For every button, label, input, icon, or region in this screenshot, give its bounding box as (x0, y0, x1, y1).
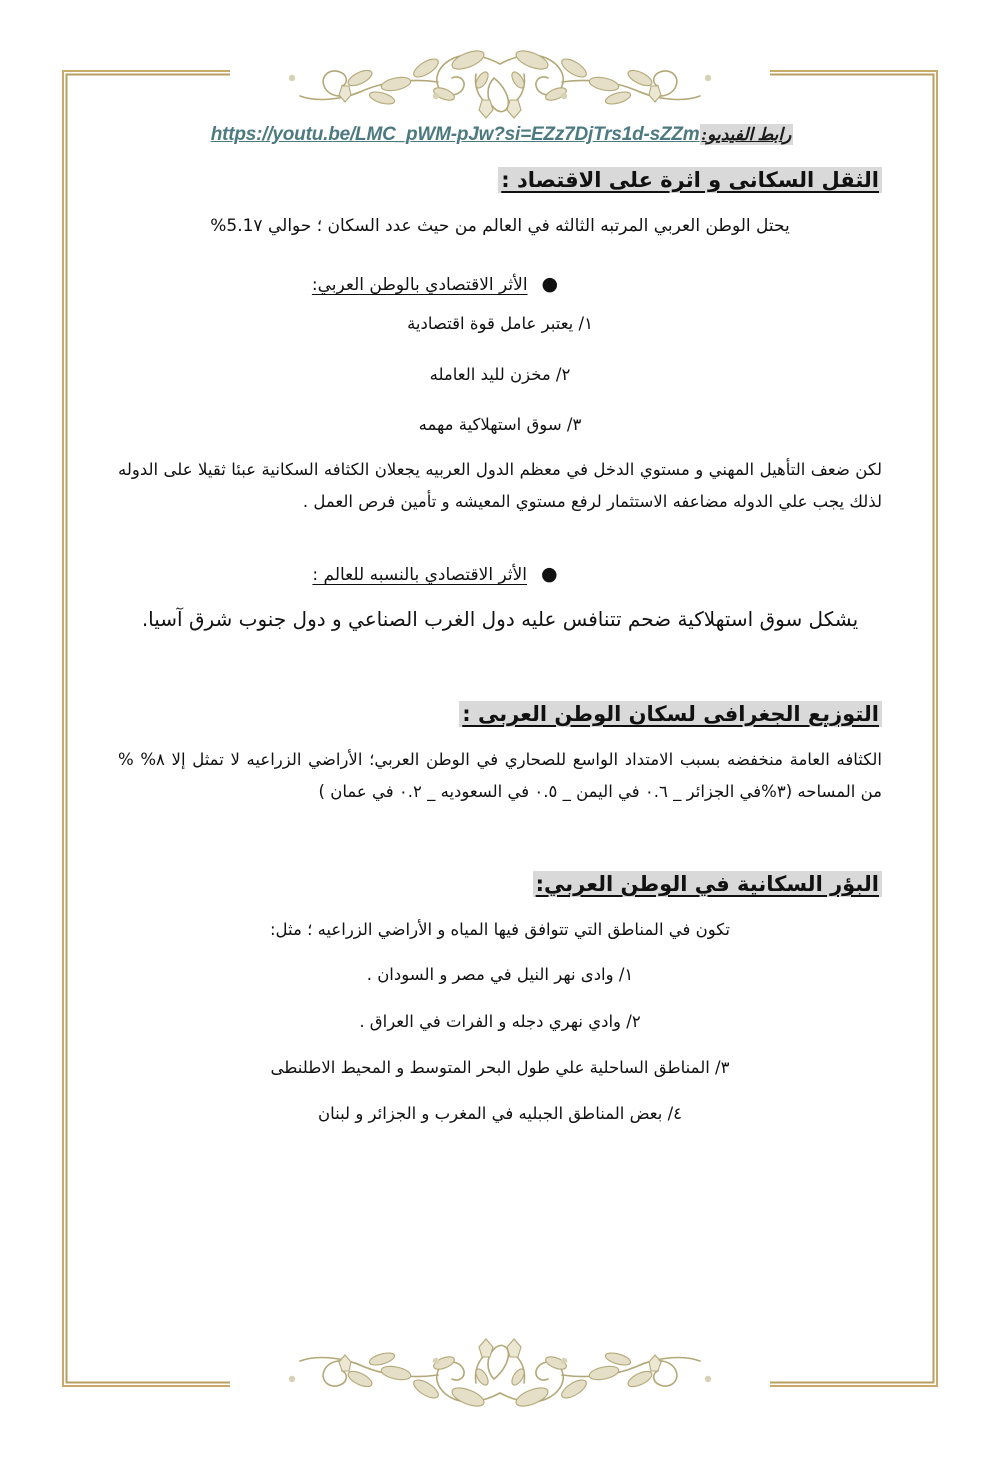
geographic-distribution-paragraph: الكثافه العامة منخفضه بسبب الامتداد الواسع للصحاري في الوطن العربي؛ الأراضي الزراعيه لا تمثل إلا ٨% % من المساحه (٣%في الجزائر _ ٠.٦ في اليمن _ ٠.٥ في السعوديه _ ٠.٢ في عمان ) (118, 749, 882, 801)
bullet-arab-world-impact-label: الأثر الاقتصادي بالوطن العربي: (311, 275, 528, 296)
spacer (118, 824, 882, 872)
list-item: ٢/ وادي نهري دجله و الفرات في العراق . (359, 1011, 641, 1031)
list-item: ٢/ مخزن لليد العامله (429, 364, 571, 384)
bullet-arab-world-impact (118, 275, 882, 295)
arab-world-points-list (118, 311, 882, 438)
page-title-population-centers (118, 872, 882, 896)
floral-ornament-icon-top (230, 34, 770, 126)
list-item: ٣/ سوق استهلاكية مهمه (418, 414, 582, 434)
geographic-distribution-heading-text: التوزيع الجغرافى لسكان الوطن العربى : (459, 701, 882, 727)
floral-ornament-icon-bottom (230, 1331, 770, 1423)
list-item: ١/ وادى نهر النيل في مصر و السودان . (366, 965, 634, 985)
page-title-population-economy (118, 168, 882, 192)
population-centers-heading-text: البؤر السكانية في الوطن العربي: (533, 871, 882, 897)
spacer (118, 654, 882, 702)
list-item: ٤/ بعض المناطق الجبليه في المغرب و الجزائر و لبنان (317, 1104, 683, 1124)
video-link-label: رابط الفيديو: (701, 125, 792, 144)
world-impact-text: يشكل سوق استهلاكية ضحم تتنافس عليه دول الغرب الصناعي و دول جنوب شرق آسيا. (141, 606, 859, 631)
bullet-world-impact (118, 562, 882, 585)
population-centers-intro: تكون في المناطق التي تتوافق فيها المياه و الأراضي الزراعيه ؛ مثل: (269, 920, 731, 939)
population-economy-heading-text: الثقل السكانى و اثرة على الاقتصاد : (498, 167, 882, 193)
population-economy-intro: يحتل الوطن العربي المرتبه الثالثه في العالم من حيث عدد السكان ؛ حوالي 5.1٧% (210, 216, 790, 236)
spacer (118, 438, 882, 454)
population-centers-list (118, 962, 882, 1128)
bullet-dot-icon: ● (541, 273, 559, 296)
list-item: ٣/ المناطق الساحلية علي طول البحر المتوسط و المحيط الاطلنطى (270, 1057, 730, 1077)
spacer (118, 259, 882, 275)
page-title-geographic-distribution (118, 702, 882, 726)
document-content (118, 124, 882, 1148)
spacer (118, 535, 882, 565)
video-link-row (118, 124, 882, 146)
bullet-dot-icon: ● (541, 562, 558, 585)
list-item: ١/ يعتبر عامل قوة اقتصادية (407, 314, 593, 334)
population-economy-paragraph: لكن ضعف التأهيل المهني و مستوي الدخل في معظم الدول العربيه يجعلان الكثافه السكانية عبئا ثقيلا على الدوله لذلك يجب علي الدوله مضاعفه الاستثمار لرفع مستوي المعيشه و تأمين فرص العمل . (118, 460, 882, 512)
video-url-link[interactable]: https://youtu.be/LMC_pWM-pJw?si=EZz7DjTrs1d-sZZm (210, 124, 700, 145)
bullet-world-impact-label: الأثر الاقتصادي بالنسبه للعالم : (312, 564, 528, 585)
